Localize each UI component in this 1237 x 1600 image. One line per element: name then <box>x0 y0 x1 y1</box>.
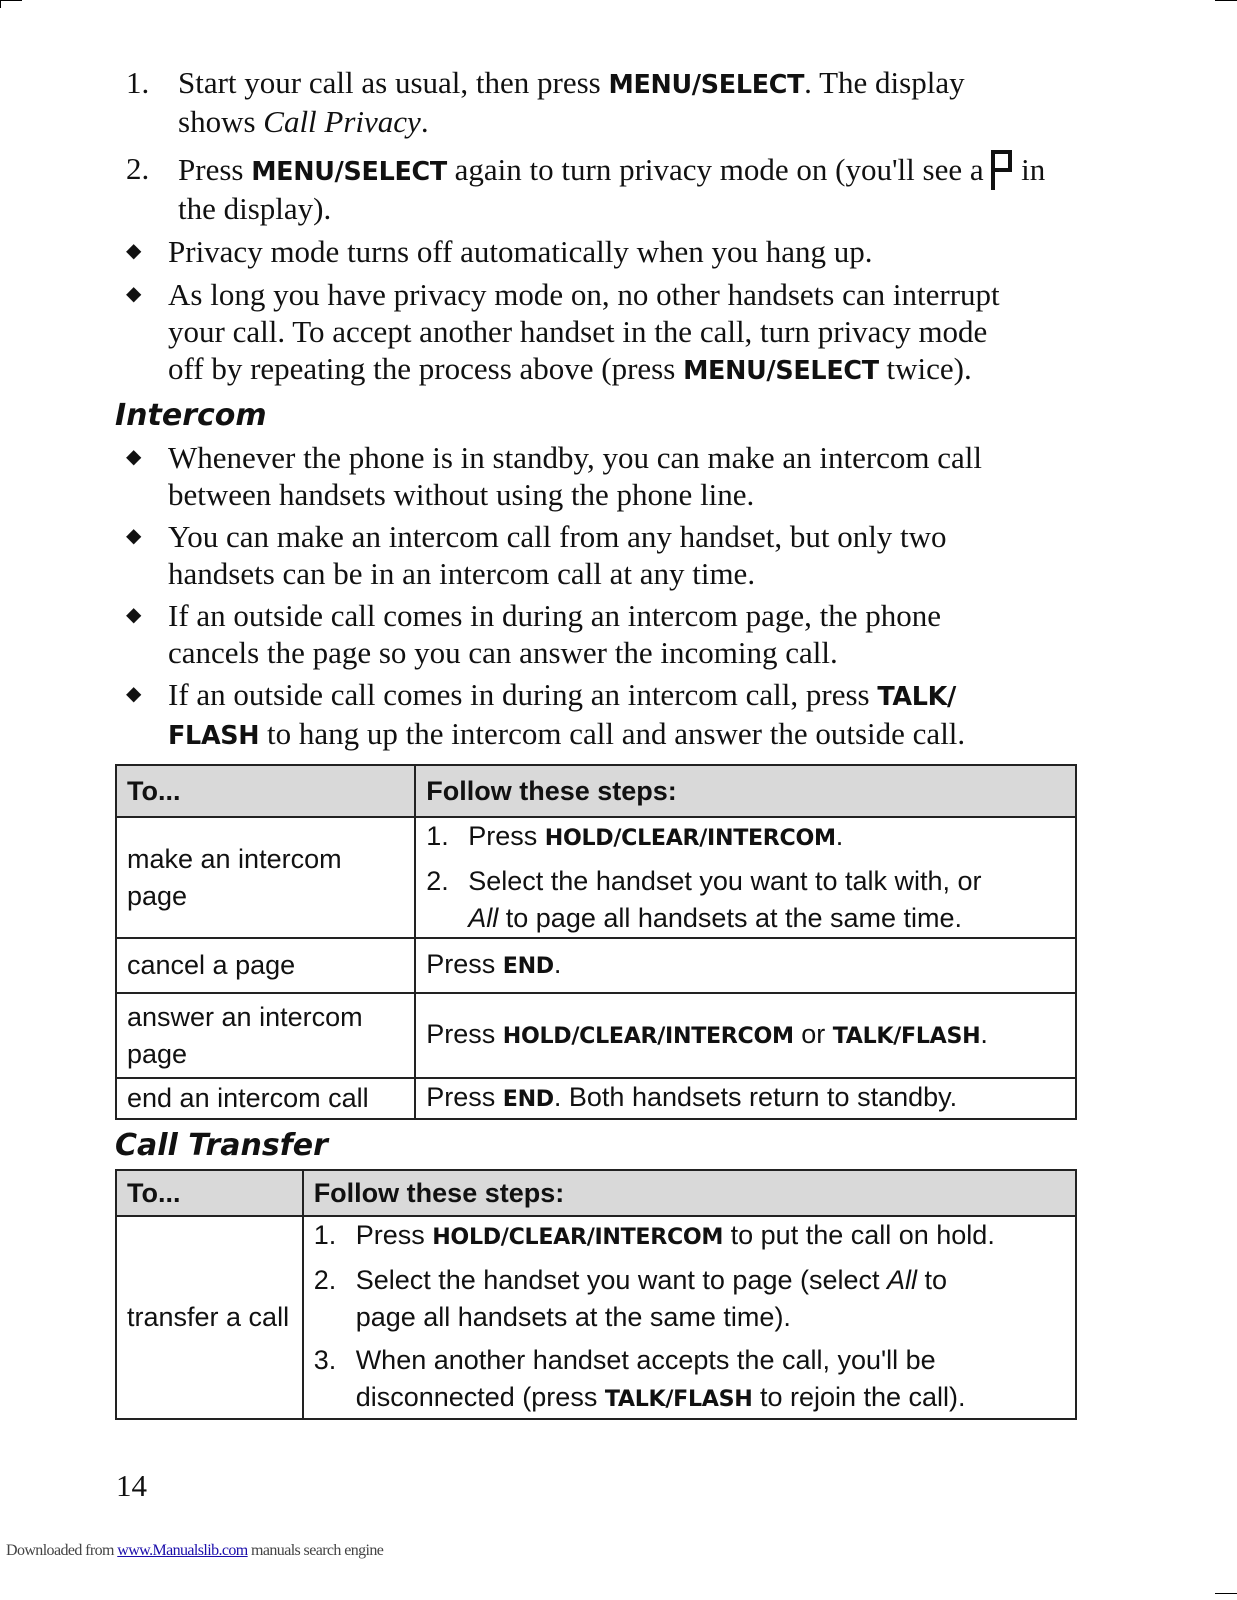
row-action: end an intercom call <box>116 1078 415 1119</box>
table-row <box>116 1216 1076 1419</box>
end-key: END <box>502 1086 554 1112</box>
table-row: cancel a page Press END. <box>116 938 1076 993</box>
hold-clear-intercom-key: HOLD/CLEAR/INTERCOM <box>502 1023 794 1049</box>
table-row: end an intercom call Press END. Both handsets return to standby. <box>116 1078 1076 1119</box>
manualslib-link[interactable]: www.Manualslib.com <box>117 1542 248 1559</box>
talk-flash-key: FLASH <box>168 720 260 750</box>
column-header-to: To... <box>116 765 415 817</box>
step-number: 2. <box>126 151 150 186</box>
table-step: 2. Select the handset you want to talk with, or All to page all handsets at the same time. <box>426 866 982 933</box>
call-transfer-table <box>115 1169 1077 1420</box>
row-action: cancel a page <box>116 938 415 993</box>
diamond-bullet-icon: ◆ <box>126 283 142 305</box>
diamond-bullet-icon: ◆ <box>126 240 142 262</box>
column-header-steps: Follow these steps: <box>303 1170 1076 1216</box>
diamond-bullet-icon: ◆ <box>126 604 142 626</box>
column-header-to: To... <box>116 1170 303 1216</box>
crop-mark-bottom-right <box>1215 1593 1237 1594</box>
table-step: 1. Press HOLD/CLEAR/INTERCOM. <box>426 821 844 851</box>
table-step: 2. Select the handset you want to page (select All to page all handsets at the same time). <box>313 1265 948 1332</box>
talk-flash-key: TALK/FLASH <box>604 1386 753 1412</box>
column-header-steps: Follow these steps: <box>415 765 1076 817</box>
talk-flash-key: TALK/FLASH <box>832 1023 981 1049</box>
crop-mark-top-left-h <box>0 0 22 1</box>
table-row <box>116 817 1076 938</box>
diamond-bullet-icon: ◆ <box>126 446 142 468</box>
end-key: END <box>502 953 554 979</box>
intercom-table <box>115 764 1077 1120</box>
talk-flash-key: TALK/ <box>877 681 957 711</box>
privacy-p-icon <box>991 150 1013 190</box>
step-number: 1. <box>126 65 150 100</box>
menu-select-key: MENU/SELECT <box>608 69 805 99</box>
intercom-heading: Intercom <box>115 398 267 433</box>
diamond-bullet-icon: ◆ <box>126 525 142 547</box>
call-transfer-heading: Call Transfer <box>115 1128 328 1163</box>
crop-mark-top-left <box>0 0 1 8</box>
row-action: answer an intercom page <box>116 993 415 1078</box>
diamond-bullet-icon: ◆ <box>126 683 142 705</box>
menu-select-key: MENU/SELECT <box>251 156 447 186</box>
table-row: answer an intercom page Press HOLD/CLEAR/INTERCOM or TALK/FLASH. <box>116 993 1076 1078</box>
table-header-row <box>116 1170 1076 1216</box>
hold-clear-intercom-key: HOLD/CLEAR/INTERCOM <box>544 825 836 851</box>
row-action: make an intercom page <box>116 817 415 938</box>
hold-clear-intercom-key: HOLD/CLEAR/INTERCOM <box>432 1224 724 1250</box>
crop-mark-top-right <box>1215 0 1237 1</box>
page-number: 14 <box>116 1468 147 1503</box>
row-action: transfer a call <box>116 1216 303 1419</box>
table-header-row <box>116 765 1076 817</box>
table-step: 3. When another handset accepts the call, you'll be disconnected (press TALK/FLASH to rejoin the call). <box>313 1345 966 1412</box>
download-footer: Downloaded from www.Manualslib.com manuals search engine <box>6 1542 384 1559</box>
table-step: 1. Press HOLD/CLEAR/INTERCOM to put the call on hold. <box>313 1220 995 1250</box>
menu-select-key: MENU/SELECT <box>683 355 879 385</box>
